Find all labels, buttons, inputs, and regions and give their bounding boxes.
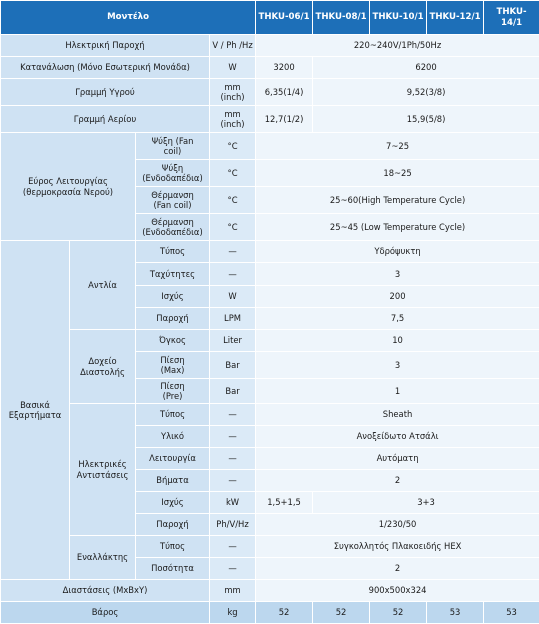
- row-label: Ψύξη (Ενδοδαπέδια): [136, 160, 210, 187]
- row-label: Όγκος: [136, 330, 210, 352]
- value-cell: 3: [256, 263, 539, 286]
- row-label: Γραμμή Υγρού: [1, 79, 210, 106]
- value-cell: Συγκολλητός Πλακοειδής ΗΕΧ: [256, 536, 539, 558]
- row-label: Βάρος: [1, 602, 210, 624]
- model-header: Μοντέλο: [1, 1, 256, 35]
- unit-cell: °C: [210, 160, 256, 187]
- value-cell: 52: [313, 602, 370, 624]
- unit-cell: —: [210, 558, 256, 580]
- value-cell: Sheath: [256, 404, 539, 426]
- group-label: Εύρος Λειτουργίας (θερμοκρασία Νερού): [1, 133, 136, 241]
- row-label: Λειτουργία: [136, 448, 210, 470]
- unit-cell: Bar: [210, 379, 256, 404]
- row-label: Ισχύς: [136, 286, 210, 308]
- unit-cell: mm (inch): [210, 79, 256, 106]
- value-cell: 1: [256, 379, 539, 404]
- value-cell: 52: [256, 602, 313, 624]
- unit-cell: —: [210, 536, 256, 558]
- value-cell: 15,9(5/8): [313, 106, 539, 133]
- unit-cell: W: [210, 286, 256, 308]
- unit-cell: kW: [210, 492, 256, 514]
- row-label: Βήματα: [136, 470, 210, 492]
- unit-cell: —: [210, 241, 256, 263]
- row-label: Θέρμανση (Ενδοδαπέδια): [136, 214, 210, 241]
- value-cell: Αυτόματη: [256, 448, 539, 470]
- value-cell: 25~60(High Temperature Cycle): [256, 187, 539, 214]
- unit-cell: °C: [210, 214, 256, 241]
- unit-cell: °C: [210, 187, 256, 214]
- row-label: Τύπος: [136, 404, 210, 426]
- value-cell: 7~25: [256, 133, 539, 160]
- unit-cell: V / Ph /Hz: [210, 35, 256, 57]
- value-cell: 220~240V/1Ph/50Hz: [256, 35, 539, 57]
- row-label: Ηλεκτρική Παροχή: [1, 35, 210, 57]
- value-cell: 900x500x324: [256, 580, 539, 602]
- row-label: Υλικό: [136, 426, 210, 448]
- unit-cell: —: [210, 470, 256, 492]
- unit-cell: —: [210, 426, 256, 448]
- unit-cell: —: [210, 404, 256, 426]
- unit-cell: LPM: [210, 308, 256, 330]
- row-label: Διαστάσεις (ΜxΒxΥ): [1, 580, 210, 602]
- row-label: Ψύξη (Fan coil): [136, 133, 210, 160]
- value-cell: 1/230/50: [256, 514, 539, 536]
- unit-cell: W: [210, 57, 256, 79]
- value-cell: 6200: [313, 57, 539, 79]
- subgroup-label: Δοχείο Διαστολής: [70, 330, 136, 404]
- row-label: Ποσότητα: [136, 558, 210, 580]
- value-cell: 2: [256, 470, 539, 492]
- subgroup-label: Εναλλάκτης: [70, 536, 136, 580]
- unit-cell: mm (inch): [210, 106, 256, 133]
- value-cell: 6,35(1/4): [256, 79, 313, 106]
- model-col: THKU-14/1: [484, 1, 539, 35]
- unit-cell: Bar: [210, 352, 256, 379]
- group-label: Βασικά Εξαρτήματα: [1, 241, 70, 580]
- table-row: [1, 133, 539, 160]
- table-row: [1, 404, 539, 426]
- subgroup-label: Ηλεκτρικές Αντιστάσεις: [70, 404, 136, 536]
- table-row: [1, 536, 539, 558]
- unit-cell: Liter: [210, 330, 256, 352]
- row-label: Τύπος: [136, 536, 210, 558]
- value-cell: 200: [256, 286, 539, 308]
- row-label: Ισχύς: [136, 492, 210, 514]
- model-col: THKU-10/1: [370, 1, 427, 35]
- table-row: [1, 57, 539, 79]
- value-cell: 3200: [256, 57, 313, 79]
- model-col: THKU-12/1: [427, 1, 484, 35]
- table-row: [1, 330, 539, 352]
- value-cell: 2: [256, 558, 539, 580]
- unit-cell: —: [210, 448, 256, 470]
- unit-cell: —: [210, 263, 256, 286]
- unit-cell: mm: [210, 580, 256, 602]
- table-row: [1, 106, 539, 133]
- row-label: Θέρμανση (Fan coil): [136, 187, 210, 214]
- row-label: Ταχύτητες: [136, 263, 210, 286]
- model-col: THKU-06/1: [256, 1, 313, 35]
- value-cell: 3+3: [313, 492, 539, 514]
- row-label: Παροχή: [136, 514, 210, 536]
- model-col: THKU-08/1: [313, 1, 370, 35]
- header-row: [1, 1, 539, 35]
- value-cell: 25~45 (Low Temperature Cycle): [256, 214, 539, 241]
- value-cell: 12,7(1/2): [256, 106, 313, 133]
- row-label: Πίεση (Max): [136, 352, 210, 379]
- row-label: Τύπος: [136, 241, 210, 263]
- row-label: Κατανάλωση (Μόνο Εσωτερική Μονάδα): [1, 57, 210, 79]
- value-cell: Υδρόψυκτη: [256, 241, 539, 263]
- subgroup-label: Αντλία: [70, 241, 136, 330]
- unit-cell: kg: [210, 602, 256, 624]
- unit-cell: °C: [210, 133, 256, 160]
- row-label: Πίεση (Pre): [136, 379, 210, 404]
- table-row: [1, 241, 539, 263]
- row-label: Γραμμή Αερίου: [1, 106, 210, 133]
- table-row: [1, 79, 539, 106]
- value-cell: 1,5+1,5: [256, 492, 313, 514]
- value-cell: 18~25: [256, 160, 539, 187]
- table-row: [1, 35, 539, 57]
- row-label: Παροχή: [136, 308, 210, 330]
- unit-cell: Ph/V/Hz: [210, 514, 256, 536]
- value-cell: Ανοξείδωτο Ατσάλι: [256, 426, 539, 448]
- table-row: [1, 580, 539, 602]
- value-cell: 3: [256, 352, 539, 379]
- value-cell: 52: [370, 602, 427, 624]
- value-cell: 10: [256, 330, 539, 352]
- table-row: [1, 602, 539, 624]
- value-cell: 9,52(3/8): [313, 79, 539, 106]
- value-cell: 7,5: [256, 308, 539, 330]
- value-cell: 53: [427, 602, 484, 624]
- value-cell: 53: [484, 602, 539, 624]
